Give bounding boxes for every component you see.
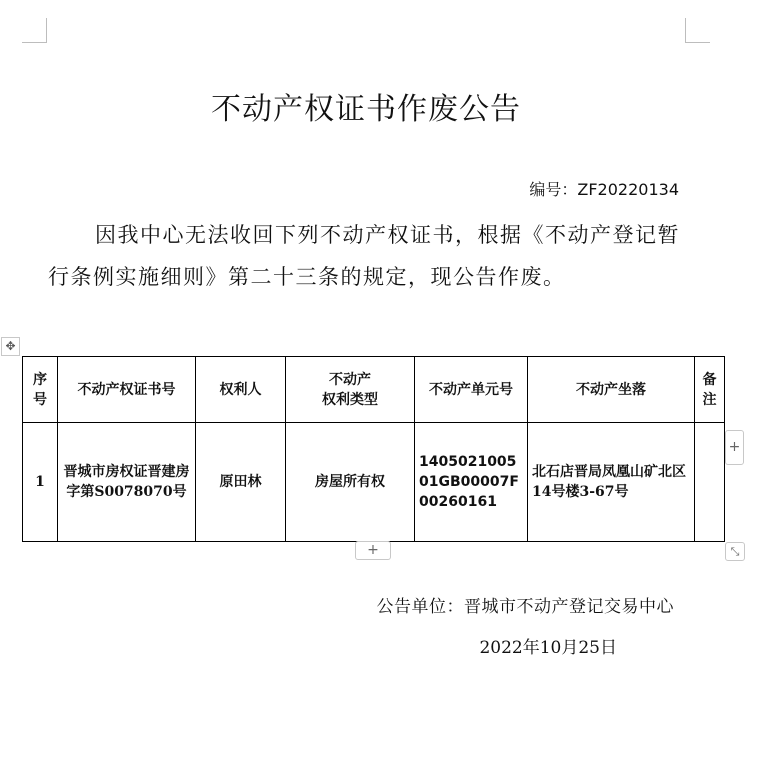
page-corner-mark-top-right	[685, 18, 710, 43]
header-cert-no: 不动产权证书号	[58, 357, 196, 423]
header-unit-no: 不动产单元号	[415, 357, 528, 423]
cell-location: 北石店晋局凤凰山矿北区14号楼3-67号	[528, 423, 695, 542]
cell-right-type: 房屋所有权	[286, 423, 415, 542]
table-header-row	[23, 357, 725, 423]
header-right-type-line2: 权利类型	[322, 391, 378, 408]
announcement-date: 2022年10月25日	[479, 638, 617, 658]
add-column-icon[interactable]: +	[725, 430, 744, 465]
table-resize-icon[interactable]: ⤡	[725, 542, 745, 561]
header-right-type	[286, 357, 415, 423]
header-right-type-line1: 不动产	[329, 371, 371, 388]
header-holder: 权利人	[196, 357, 286, 423]
issuing-unit: 公告单位：晋城市不动产登记交易中心	[376, 597, 674, 617]
header-seq: 序号	[23, 357, 58, 423]
header-note: 备注	[695, 357, 725, 423]
document-number: 编号：ZF20220134	[529, 180, 679, 199]
cell-unit-no: 140502100501GB00007F00260161	[415, 423, 528, 542]
table-move-handle-icon[interactable]: ✥	[1, 337, 20, 356]
certificate-table	[22, 356, 725, 542]
cell-note	[695, 423, 725, 542]
header-location: 不动产坐落	[528, 357, 695, 423]
table-row	[23, 423, 725, 542]
add-row-icon[interactable]: +	[355, 541, 391, 560]
cell-seq: 1	[23, 423, 58, 542]
cell-cert-no: 晋城市房权证晋建房字第S0078070号	[58, 423, 196, 542]
document-title: 不动产权证书作废公告	[211, 92, 521, 127]
announcement-body: 因我中心无法收回下列不动产权证书，根据《不动产登记暂行条例实施细则》第二十三条的规定，现公告作废。	[48, 223, 680, 289]
page-corner-mark-top-left	[22, 18, 47, 43]
cell-holder: 原田林	[196, 423, 286, 542]
